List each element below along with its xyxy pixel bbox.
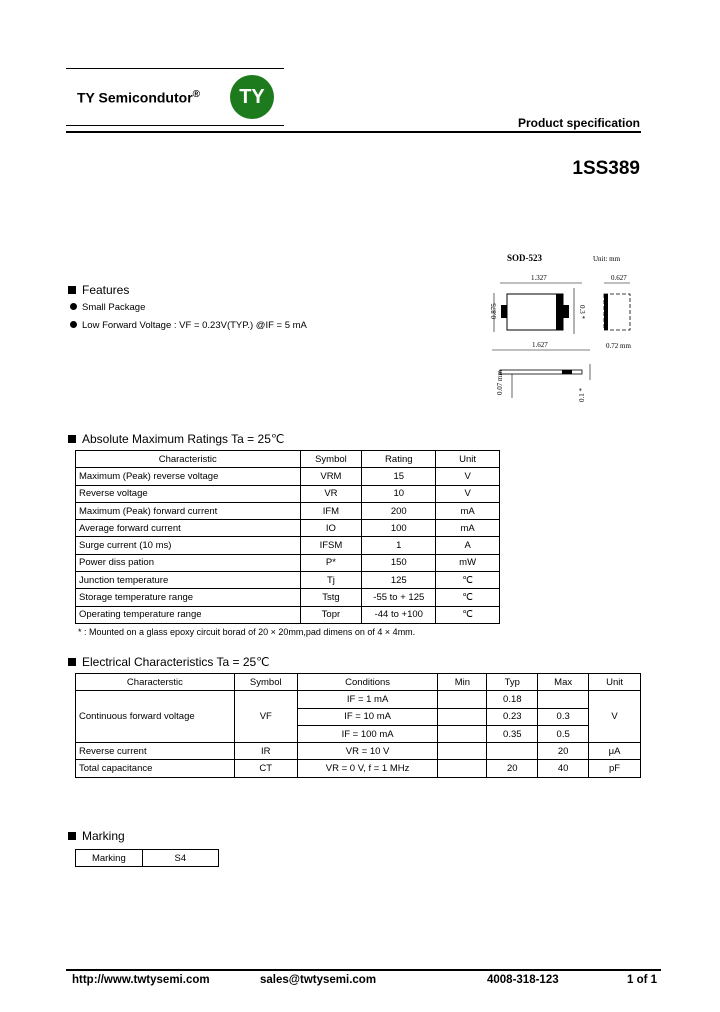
abs-max-cell: VRM: [300, 468, 362, 485]
abs-max-cell: 15: [362, 468, 436, 485]
elec-cell: Reverse current: [76, 743, 235, 760]
column-header: Characterstic: [76, 674, 235, 691]
abs-max-table: [75, 450, 500, 624]
footer-email[interactable]: sales@twtysemi.com: [260, 974, 377, 986]
abs-max-cell: IFSM: [300, 537, 362, 554]
feature-item: [70, 320, 307, 331]
elec-cell: μA: [589, 743, 641, 760]
abs-max-cell: -44 to +100: [362, 606, 436, 623]
typ-cell: 0.35: [487, 725, 538, 742]
dim-top-width: 1.327: [531, 274, 547, 282]
abs-max-cell: Storage temperature range: [76, 589, 301, 606]
abs-max-cell: P*: [300, 554, 362, 571]
features-heading-text: Features: [82, 283, 130, 297]
elec-cell: [487, 743, 538, 760]
table-row: [76, 485, 500, 502]
table-row: [76, 468, 500, 485]
abs-max-cell: 1: [362, 537, 436, 554]
abs-max-cell: IO: [300, 520, 362, 537]
column-header: Characteristic: [76, 451, 301, 468]
footer-phone: 4008-318-123: [487, 974, 559, 986]
header-rule-top: [66, 68, 284, 69]
elec-cell: [438, 760, 487, 777]
footer-website[interactable]: http://www.twtysemi.com: [72, 974, 210, 986]
abs-max-cell: mA: [436, 520, 500, 537]
square-bullet-icon: [68, 658, 76, 666]
abs-max-cell: Topr: [300, 606, 362, 623]
features-heading: [68, 283, 129, 297]
min-cell: [438, 725, 487, 742]
max-cell: 0.3: [538, 708, 589, 725]
column-header: Unit: [436, 451, 500, 468]
elec-cell: pF: [589, 760, 641, 777]
header-rule-long: [66, 131, 641, 133]
front-pad: [562, 370, 572, 374]
abs-max-cell: 150: [362, 554, 436, 571]
package-drawing: [470, 248, 645, 418]
dim-left-height: 0.875: [490, 303, 498, 319]
cfv-unit: V: [589, 691, 641, 743]
dim-body-height: 0.3 *: [578, 305, 586, 319]
cfv-symbol: VF: [234, 691, 297, 743]
table-row: [76, 554, 500, 571]
abs-max-heading: [68, 432, 284, 446]
table-header-row: [76, 451, 500, 468]
elec-cell: 20: [538, 743, 589, 760]
table-row: [76, 850, 219, 867]
abs-max-body: [76, 468, 500, 624]
registered-mark: ®: [192, 89, 201, 100]
abs-max-cell: ℃: [436, 589, 500, 606]
marking-table: [75, 849, 219, 867]
table-row: [76, 502, 500, 519]
table-header-row: [76, 674, 641, 691]
lead-right: [563, 305, 569, 318]
abs-max-cell: Power diss pation: [76, 554, 301, 571]
abs-max-cell: Reverse voltage: [76, 485, 301, 502]
feature-item: [70, 302, 145, 313]
table-row: [76, 691, 641, 708]
abs-max-cell: Junction temperature: [76, 572, 301, 589]
elec-cell: IR: [234, 743, 297, 760]
company-text: TY Semicondutor: [77, 89, 193, 106]
abs-max-cell: IFM: [300, 502, 362, 519]
doc-type: Product specification: [517, 116, 640, 130]
marking-value: S4: [142, 850, 218, 867]
abs-max-cell: 10: [362, 485, 436, 502]
abs-max-note: * : Mounted on a glass epoxy circuit borad of 20 × 20mm,pad dimens on of 4 × 4mm.: [78, 627, 416, 637]
min-cell: [438, 691, 487, 708]
column-header: Max: [538, 674, 589, 691]
side-view-edge: [604, 294, 608, 330]
abs-max-cell: Tstg: [300, 589, 362, 606]
round-bullet-icon: [70, 303, 77, 310]
abs-max-cell: A: [436, 537, 500, 554]
elec-cell: VR = 10 V: [297, 743, 438, 760]
column-header: Symbol: [234, 674, 297, 691]
marking-heading: [68, 829, 125, 843]
abs-max-cell: Tj: [300, 572, 362, 589]
package-unit: Unit: mm: [593, 255, 621, 263]
footer-rule: [66, 969, 661, 971]
abs-max-cell: VR: [300, 485, 362, 502]
typ-cell: 0.23: [487, 708, 538, 725]
dim-lead-height: 0.1 *: [578, 388, 586, 402]
elec-heading-text: Electrical Characteristics Ta = 25℃: [82, 655, 270, 669]
abs-max-heading-text: Absolute Maximum Ratings Ta = 25℃: [82, 432, 285, 446]
table-row: [76, 606, 500, 623]
abs-max-cell: Maximum (Peak) forward current: [76, 502, 301, 519]
condition-cell: IF = 1 mA: [297, 691, 438, 708]
table-row: [76, 572, 500, 589]
dim-side-height: 0.07 mm: [496, 370, 504, 395]
marking-label: Marking: [76, 850, 143, 867]
dim-pad-width: 0.72 mm: [606, 342, 631, 350]
abs-max-cell: Maximum (Peak) reverse voltage: [76, 468, 301, 485]
lead-left: [501, 305, 507, 318]
abs-max-cell: Surge current (10 ms): [76, 537, 301, 554]
column-header: Typ: [487, 674, 538, 691]
typ-cell: 0.18: [487, 691, 538, 708]
table-row: [76, 520, 500, 537]
elec-cell: [438, 743, 487, 760]
column-header: Conditions: [297, 674, 438, 691]
feature-text: Low Forward Voltage : VF = 0.23V(TYP.) @IF = 5 mA: [82, 320, 307, 331]
round-bullet-icon: [70, 321, 77, 328]
abs-max-cell: 200: [362, 502, 436, 519]
abs-max-cell: 100: [362, 520, 436, 537]
feature-text: Small Package: [82, 302, 146, 313]
abs-max-cell: V: [436, 485, 500, 502]
abs-max-cell: Average forward current: [76, 520, 301, 537]
package-name: SOD-523: [507, 253, 543, 263]
square-bullet-icon: [68, 832, 76, 840]
abs-max-cell: V: [436, 468, 500, 485]
cathode-band: [556, 294, 563, 330]
elec-cell: VR = 0 V, f = 1 MHz: [297, 760, 438, 777]
condition-cell: IF = 10 mA: [297, 708, 438, 725]
abs-max-cell: mA: [436, 502, 500, 519]
column-header: Symbol: [300, 451, 362, 468]
abs-max-cell: Operating temperature range: [76, 606, 301, 623]
max-cell: [538, 691, 589, 708]
dim-right-width: 0.627: [611, 274, 627, 282]
square-bullet-icon: [68, 286, 76, 294]
abs-max-cell: ℃: [436, 572, 500, 589]
table-row: [76, 589, 500, 606]
abs-max-cell: -55 to + 125: [362, 589, 436, 606]
part-number: 1SS389: [572, 158, 640, 179]
table-row: [76, 743, 641, 760]
package-body: [507, 294, 563, 330]
dim-bottom-width: 1.627: [532, 341, 548, 349]
condition-cell: IF = 100 mA: [297, 725, 438, 742]
company-logo: TY: [230, 75, 274, 119]
elec-cell: 40: [538, 760, 589, 777]
elec-table: [75, 673, 641, 778]
elec-heading: [68, 655, 270, 669]
abs-max-cell: 125: [362, 572, 436, 589]
column-header: Unit: [589, 674, 641, 691]
table-row: [76, 537, 500, 554]
elec-cell: Total capacitance: [76, 760, 235, 777]
footer-page: 1 of 1: [627, 974, 658, 986]
square-bullet-icon: [68, 435, 76, 443]
company-name: [77, 89, 200, 106]
column-header: Rating: [362, 451, 436, 468]
table-row: [76, 760, 641, 777]
column-header: Min: [438, 674, 487, 691]
elec-cell: 20: [487, 760, 538, 777]
header-rule-short: [66, 125, 284, 126]
cfv-label: Continuous forward voltage: [76, 691, 235, 743]
abs-max-cell: mW: [436, 554, 500, 571]
min-cell: [438, 708, 487, 725]
max-cell: 0.5: [538, 725, 589, 742]
elec-cell: CT: [234, 760, 297, 777]
marking-heading-text: Marking: [82, 829, 125, 843]
abs-max-cell: ℃: [436, 606, 500, 623]
